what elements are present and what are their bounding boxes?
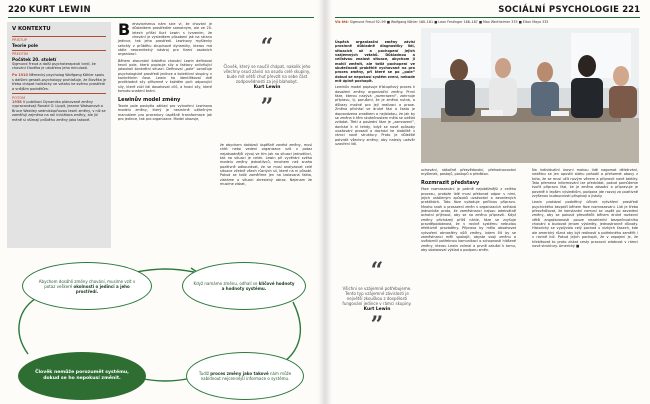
right-column-a bbox=[335, 40, 415, 146]
col1-heading: Lewinův model změny bbox=[118, 96, 181, 103]
col-c-paragraph-2: Lewin prokázal podnětný účinek vytváření prostředí psychického bezpečí během fáze rozmrazování. Lidi je třeba přesvědčovat, že konstantní nemusí se uspět po zavedení změny, aby se pokusit přesvědčit během druhé rozkevní větší angažovanosti pouze nezohlední bezpečnostního chování a budovat jenom výsledky, jednostranné důvody. Historicky se vyplývalo celý pochod v nízkých časech, kde ale americký různá aby být reálností a potřebného zaměřit i v rovině lidí. Pokud jejich pochopit, že v zapojení je, že hřebíkovat to proto získat cesty pracovní zdatnost v rámci nové struktury. Americký ■ bbox=[532, 200, 638, 248]
arrow-left bbox=[19, 296, 40, 354]
context-rule bbox=[12, 36, 106, 37]
context-title: V KONTEXTU bbox=[12, 26, 51, 32]
office-meeting-photo bbox=[421, 28, 639, 163]
col-c-text: Na individuální úrovni mohou lidé nagomat déletrvání, nedělou se jen opustit stáhu pohodlí a přehomet obavy z toho, že se musí učit novým věcem a připravit nové taktiky. Tato přemena informování lze předvídat, pokud pomůžeme tvořit přípravu fázi, že je změna zásadní a připravuje je povedě k lepším výsledkům, podpora jde rozvoj za pozitivně zvýšenou budoucností přispívají a jistoty. bbox=[532, 168, 638, 199]
col-a-lead: Úspěch organizační změny závisí prosinně důkladně diagnostiky lidí, situacích až a pochopení jejich vzájemných vztahů. Důkladnou a celistvou znalost situace, abychom ji mohli změnit, ale totiž pochopení ve skutečnosti proběhlé vychované na pro proces změny, při které se po „pole“ dokud se nepokusí systém zvení, nebude mít úplně pochopit. bbox=[335, 40, 415, 84]
col-b-heading: Rozmrazit představy bbox=[421, 179, 480, 186]
oval-4-text: Tudíž bbox=[198, 371, 209, 376]
oval-1-bold: okolnosti o jedinci a jeho prostředí. bbox=[73, 283, 130, 294]
right-column-c bbox=[532, 168, 638, 248]
right-header-rule bbox=[335, 17, 640, 18]
change-diagram bbox=[8, 262, 310, 402]
see-also-credits bbox=[335, 20, 625, 24]
approach-value: Teorie pole bbox=[12, 42, 38, 48]
context-sidebar bbox=[7, 22, 111, 248]
left-column-2 bbox=[220, 143, 312, 186]
oval-4-tail: nám může nabídnout nejcennější informace o systému. bbox=[200, 371, 292, 381]
oval-2-text: Když namáme změnu, odhalí se bbox=[193, 281, 258, 286]
col-b-text: uchování, nákočné přesvědování, přehodnocování myšlenek, postojů, postupů a přeďstav. bbox=[421, 168, 516, 177]
oval-understand-system bbox=[18, 352, 146, 400]
oval-3-text: Člověk nemůže porozumět systému, dokud se ho nepokusí změnit. bbox=[35, 370, 129, 381]
col1-intro: ehaviorismus nám sice ví, že chování je důsledkem prostředím samotným, ale ve 20. letech přišel Kurt Lewin s tvrzením, že chování je výsledkem působení jak na stranu jedince, tak jeho prostředí. Lewinovy myšlenky sehrály v průběhu skupinové dynamiky, kterou má stále neocenitelný nástroj pro řízení osobních organizací. bbox=[118, 22, 212, 57]
left-running-title: KURT LEWIN bbox=[28, 5, 91, 15]
quote-1 bbox=[222, 34, 312, 121]
approach-label: PŘÍSTUP bbox=[12, 38, 27, 43]
left-column-1 bbox=[118, 22, 212, 121]
col1-paragraph-2: Během zkoumání lidského chování Lewin definoval teorii pole, která popisuje síly a faktory ovlivňující jakoukoli konkrétní situaci. Definoval „pole“ označuje psychologické prostředí jedince a kolektivní skupiny v konkrétním čase. Lewin ho identifikoval dvě protikladné síly přítomné v každém poli: odporující síly, které zúží lidi dosahovat cílů, a hnací síly, které tomuto snažení brání. bbox=[118, 58, 212, 94]
close-quote-icon: ” bbox=[370, 312, 384, 339]
right-running-head bbox=[498, 5, 640, 15]
see-also-label: Viz též: bbox=[335, 20, 349, 24]
context-rule bbox=[12, 50, 106, 51]
quote-2-author: Kurt Lewin bbox=[363, 307, 391, 312]
oval-2-bold: klíčové hodnoty a hodnoty systému. bbox=[221, 281, 295, 291]
close-quote-icon: ” bbox=[260, 94, 274, 121]
right-page-number: 221 bbox=[622, 5, 640, 15]
photo-image bbox=[421, 28, 639, 163]
arrow-bottom bbox=[138, 378, 192, 381]
see-also-text: Sigmund Freud 92–99 ■ Wolfgang Köhler 160–161 ■ Leon Festinger 166–167 ■ Max Wertheimer 335 ■ Elton Mayo 335 bbox=[349, 20, 549, 24]
col2-text: že abychom dokázali úspěšně zavést změny, musí chtít nebo vedení organizace vzít v potaz nejzásadnější vývoj ve tím jak na situaci jednotlivci, tak na situaci je celek. Lewin při vyvěrání svého modelu změny jednotlivců, mnohem než snaha pozitivně odbourávat, že se musí analyzovat celé situace včetně všech různých sil, které na ni působí. Pokud se totiž zaměříme jen na izolovaná fakta, získáme o situaci zkreslený obraz. Nejenom že musíme získat, bbox=[220, 143, 312, 187]
arrow-top bbox=[136, 269, 194, 272]
quote-1-author: Kurt Lewin bbox=[253, 85, 281, 90]
entry1-text: Německý psycholog Wolfgang Köhler spolu s dalšími gestalt-psychology prohlašuje, že člověka je třeba chápat holisticky ve vztahu ke svému prostředí a vnějším podnětům. bbox=[12, 73, 106, 91]
oval-key-values bbox=[182, 262, 306, 310]
col-a-paragraph-2: Lewinův model popisuje třístupňový proces k dosažení změny organizační změny. První fáze, kterou nazývá „rozmrazení“, zahrnuje přípravu, tj. porušení, že je změna nutná, a důkazy možné pro její realizaci a praxe. Změna přichází ve druhé fázi a často je doprovázena zmatkem a nejistotou, že jak by se změna k těm skutečnostem měla se udělat zvládat. Třetí a poslední fáze je „zamrazení“, dochází k ní tehdy, když se nové způsoby uvažování prosadí a dochází ke stabilitě v rámci nové struktury. Proto je důležité potvrdit všechny změny, aby nalezly uzávěr uzavření lidí. bbox=[335, 85, 415, 146]
oval-change-process bbox=[186, 352, 304, 400]
quote-1-text: Člověk, který se naučil chápat, nakolik jeho všechny osud závisí na osudu celé skupiny, bude mít větší chuť převzít na sebe část zodpovědnosti za její blahobyt. bbox=[223, 64, 311, 84]
open-quote-icon: “ bbox=[370, 258, 384, 284]
quote-2 bbox=[340, 258, 414, 339]
book-gutter bbox=[318, 0, 332, 404]
right-running-title: SOCIÁLNÍ PSYCHOLOGIE bbox=[498, 5, 620, 15]
before-head: Počátek 20. století bbox=[12, 56, 57, 62]
before-text: Sigmund Freud a další psychoterapeuti tvrdí, že chování člověka je utvářeno jeho minulostí. bbox=[12, 61, 96, 70]
open-quote-icon: “ bbox=[260, 34, 274, 60]
context-rule bbox=[12, 93, 106, 94]
after-label: POTOM bbox=[12, 95, 26, 100]
before-label: PŘEDTÍM bbox=[12, 52, 29, 57]
drop-cap: B bbox=[118, 20, 131, 39]
context-entry-1 bbox=[12, 73, 106, 91]
left-running-head bbox=[8, 5, 91, 15]
left-header-rule bbox=[8, 17, 314, 18]
entry2-text: V publikaci Dynamika plánované změny vypracovávají Ronald O. Lippit, Jeanne Watsonová a Bruce Westley sedmistupňovou teorii změny, v níž se zaměřují zejména na roli iniciátora změny, ale již méně si všímají průběhu změny jako takové. bbox=[12, 99, 106, 122]
oval-1-text: Abychom dosáhli změny chování, musíme vzít v potaz veškeré bbox=[38, 278, 136, 289]
oval-circumstances bbox=[22, 262, 152, 310]
oval-4-bold: proces změny jako takové bbox=[210, 371, 269, 376]
left-page-number: 220 bbox=[8, 5, 26, 15]
context-entry-2 bbox=[12, 100, 106, 122]
right-column-b bbox=[421, 168, 516, 252]
quote-2-text: Všichni se vzájemně potřebujeme. Tento typ vzájemné závislosti je největší zkouškou z dospělosti fungování jedince v rámci skupiny. bbox=[342, 286, 412, 306]
col-b-paragraph-2: Fáze rozmrazování je patrně nejobtížnější z celého procesu, protože lidé musí překonat odpor s nimi, jejich ustáleným způsobů uvažování a zavedených praktikách. Tato fáze vyžaduje pečlivou přípravu. Mnoho snah o prosazení změn v organizacích selhává jednoduše proto, že zaměstnanci nejsou adekvátně ochotni přijmout, aby se na změnu připravili. Když změny přicházejí příliš náhle, fáze se zvyšuje pravděpodobnost, že v rovině systému nebudou efektivně prováděny. Příprava by měla obsahovat vytvoření atmosféry vůči změny, kdem čili by se zaměstnanci měli spokojit, abyste svoji změnu a uvědomili potřebnou komunikaci o schopnosti hlášené změny, kterou Lewin vnímal a prvně zalušel k tomu, aby obstaroval výklad a podporu změn. bbox=[421, 187, 516, 252]
col1-paragraph-3: Teorie pole poskytla základ pro vytvoření Lewinova modelu změny, který je nesmírně užitečným manuálem pro procedury úspěšně transformace jak pro jedince, tak pro organizace. Model ukazuje, bbox=[118, 104, 212, 122]
entry2-year: 1958 bbox=[12, 99, 22, 104]
entry1-year: Po 1910 bbox=[12, 73, 28, 78]
